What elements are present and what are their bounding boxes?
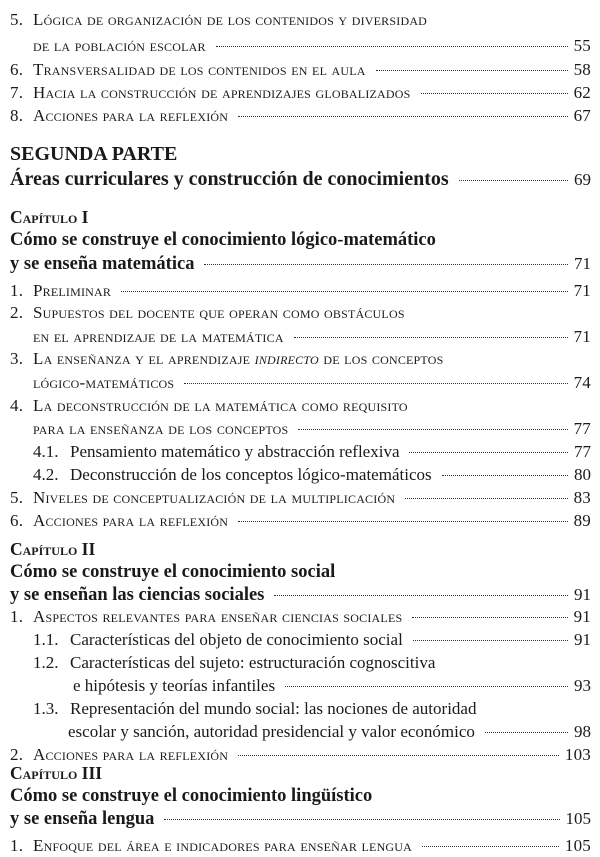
page-number: 103	[564, 745, 591, 764]
page-number: 105	[565, 809, 591, 828]
leader-dots	[238, 116, 567, 117]
chapter-3-label	[10, 762, 102, 784]
chapter-title: Cómo se construye el conocimiento lógico-matemático	[10, 230, 436, 250]
toc-entry-7[interactable]	[10, 82, 591, 104]
entry-title: Supuestos del docente que operan como obstáculos	[33, 303, 405, 322]
leader-dots	[121, 291, 567, 292]
entry-number: 2.	[10, 745, 24, 764]
page-number: 77	[574, 442, 591, 461]
leader-dots	[238, 521, 567, 522]
entry-title: en el aprendizaje de la matemática	[33, 327, 284, 346]
page-number: 62	[573, 83, 591, 102]
entry-title: Hacia la construcción de aprendizajes globalizados	[33, 83, 411, 102]
chapter-label: Capítulo III	[10, 763, 103, 783]
toc-subentry[interactable]	[68, 721, 591, 743]
chapter-1-title-line1[interactable]	[10, 229, 436, 251]
toc-subentry[interactable]	[33, 464, 591, 486]
entry-title: e hipótesis y teorías infantiles	[73, 676, 276, 695]
page-number: 91	[574, 630, 591, 649]
page-number: 67	[573, 106, 591, 125]
toc-entry[interactable]	[10, 280, 591, 302]
part-title: Áreas curriculares y construcción de conocimientos	[10, 168, 449, 190]
chapter-3-title-line1[interactable]	[10, 785, 372, 807]
toc-entry-6[interactable]	[10, 59, 591, 81]
entry-title: Niveles de conceptualización de la multiplicación	[33, 488, 396, 507]
entry-number: 6.	[10, 511, 24, 530]
entry-number: 1.1.	[33, 630, 59, 649]
entry-title: Enfoque del área e indicadores para enseñar lengua	[33, 836, 413, 855]
toc-subentry[interactable]	[33, 441, 591, 463]
entry-title: Características del sujeto: estructuración cognoscitiva	[70, 653, 436, 672]
entry-number: 2.	[10, 303, 24, 322]
entry-number: 4.2.	[33, 465, 59, 484]
entry-number: 1.2.	[33, 653, 59, 672]
entry-number: 1.	[10, 836, 24, 855]
leader-dots	[285, 686, 568, 687]
leader-dots	[422, 846, 559, 847]
toc-entry[interactable]	[33, 372, 591, 394]
chapter-1-label	[10, 206, 89, 228]
toc-entry-5-line1[interactable]	[10, 9, 427, 31]
page-number: 71	[574, 254, 591, 273]
page-number: 91	[573, 607, 591, 626]
entry-title: Aspectos relevantes para enseñar ciencias sociales	[33, 607, 403, 626]
leader-dots	[405, 498, 567, 499]
toc-entry[interactable]	[33, 418, 591, 440]
entry-number: 7.	[10, 83, 24, 102]
toc-subentry[interactable]	[73, 675, 591, 697]
leader-dots	[294, 337, 568, 338]
toc-entry-8[interactable]	[10, 105, 591, 127]
chapter-label: Capítulo I	[10, 207, 89, 227]
leader-dots	[413, 640, 568, 641]
entry-title: Lógica de organización de los contenidos y diversidad	[33, 10, 428, 29]
part-label	[10, 143, 177, 165]
toc-entry[interactable]	[33, 326, 591, 348]
leader-dots	[459, 180, 568, 181]
chapter-2-label	[10, 538, 95, 560]
leader-dots	[204, 264, 568, 265]
leader-dots	[298, 429, 567, 430]
entry-title: Representación del mundo social: las nociones de autoridad	[70, 699, 477, 718]
entry-title: Acciones para la reflexión	[33, 511, 229, 530]
entry-title: de los conceptos	[318, 349, 444, 368]
chapter-3-title-entry[interactable]	[10, 808, 591, 830]
leader-dots	[421, 93, 568, 94]
toc-entry-line1[interactable]	[10, 348, 444, 370]
page-number: 91	[574, 585, 591, 604]
chapter-title: Cómo se construye el conocimiento lingüístico	[10, 786, 373, 806]
leader-dots	[409, 452, 568, 453]
entry-title: Pensamiento matemático y abstracción reflexiva	[70, 442, 400, 461]
leader-dots	[164, 819, 559, 820]
entry-title: para la enseñanza de los conceptos	[33, 419, 289, 438]
page-number: 69	[574, 170, 591, 189]
page-number: 74	[573, 373, 591, 392]
entry-number: 1.	[10, 281, 24, 300]
page-number: 80	[574, 465, 591, 484]
leader-dots	[376, 70, 568, 71]
leader-dots	[216, 46, 568, 47]
chapter-1-title-entry[interactable]	[10, 253, 591, 275]
toc-subentry-line1[interactable]	[33, 652, 435, 674]
toc-entry[interactable]	[10, 487, 591, 509]
page-number: 55	[573, 36, 591, 55]
leader-dots	[274, 595, 568, 596]
toc-entry[interactable]	[10, 835, 591, 857]
chapter-title: y se enseñan las ciencias sociales	[10, 585, 265, 605]
toc-entry-5[interactable]	[33, 35, 591, 57]
toc-entry-line1[interactable]	[10, 302, 405, 324]
leader-dots	[442, 475, 568, 476]
entry-title: Transversalidad de los contenidos en el aula	[33, 60, 366, 79]
leader-dots	[485, 732, 568, 733]
entry-title-italic: indirecto	[254, 349, 319, 368]
entry-number: 3.	[10, 349, 24, 368]
entry-title: de la población escolar	[33, 36, 206, 55]
page-number: 77	[573, 419, 591, 438]
entry-number: 4.	[10, 396, 24, 415]
chapter-title: y se enseña lengua	[10, 809, 155, 829]
chapter-label: Capítulo II	[10, 539, 96, 559]
page-number: 71	[573, 327, 591, 346]
entry-title: Deconstrucción de los conceptos lógico-matemáticos	[70, 465, 432, 484]
entry-number: 5.	[10, 488, 24, 507]
page-number: 58	[573, 60, 591, 79]
entry-title: Características del objeto de conocimiento social	[70, 630, 403, 649]
entry-title: La deconstrucción de la matemática como requisito	[33, 396, 408, 415]
chapter-title: Cómo se construye el conocimiento social	[10, 562, 336, 582]
chapter-title: y se enseña matemática	[10, 254, 195, 274]
entry-title: La enseñanza y el aprendizaje	[33, 349, 255, 368]
page-number: 89	[573, 511, 591, 530]
page-number: 105	[564, 836, 591, 855]
part-title-entry[interactable]	[10, 168, 591, 190]
page-number: 93	[574, 676, 591, 695]
chapter-2-title-line1[interactable]	[10, 561, 335, 583]
toc-subentry[interactable]	[33, 629, 591, 651]
part-label-text: SEGUNDA PARTE	[10, 143, 178, 165]
page-number: 98	[574, 722, 591, 741]
entry-number: 5.	[10, 10, 24, 29]
entry-title: lógico-matemáticos	[33, 373, 175, 392]
entry-title: Acciones para la reflexión	[33, 745, 229, 764]
entry-number: 8.	[10, 106, 24, 125]
page-number: 71	[573, 281, 591, 300]
chapter-2-title-entry[interactable]	[10, 584, 591, 606]
leader-dots	[184, 383, 567, 384]
entry-title: Acciones para la reflexión	[33, 106, 229, 125]
entry-number: 4.1.	[33, 442, 59, 461]
entry-number: 1.3.	[33, 699, 59, 718]
entry-title: escolar y sanción, autoridad presidencial y valor económico	[68, 722, 475, 741]
page-number: 83	[573, 488, 591, 507]
toc-entry[interactable]	[10, 510, 591, 532]
leader-dots	[238, 755, 559, 756]
toc-subentry-line1[interactable]	[33, 698, 476, 720]
toc-entry-line1[interactable]	[10, 395, 408, 417]
leader-dots	[412, 617, 567, 618]
toc-entry[interactable]	[10, 606, 591, 628]
entry-number: 6.	[10, 60, 24, 79]
entry-title: Preliminar	[33, 281, 112, 300]
entry-number: 1.	[10, 607, 24, 626]
